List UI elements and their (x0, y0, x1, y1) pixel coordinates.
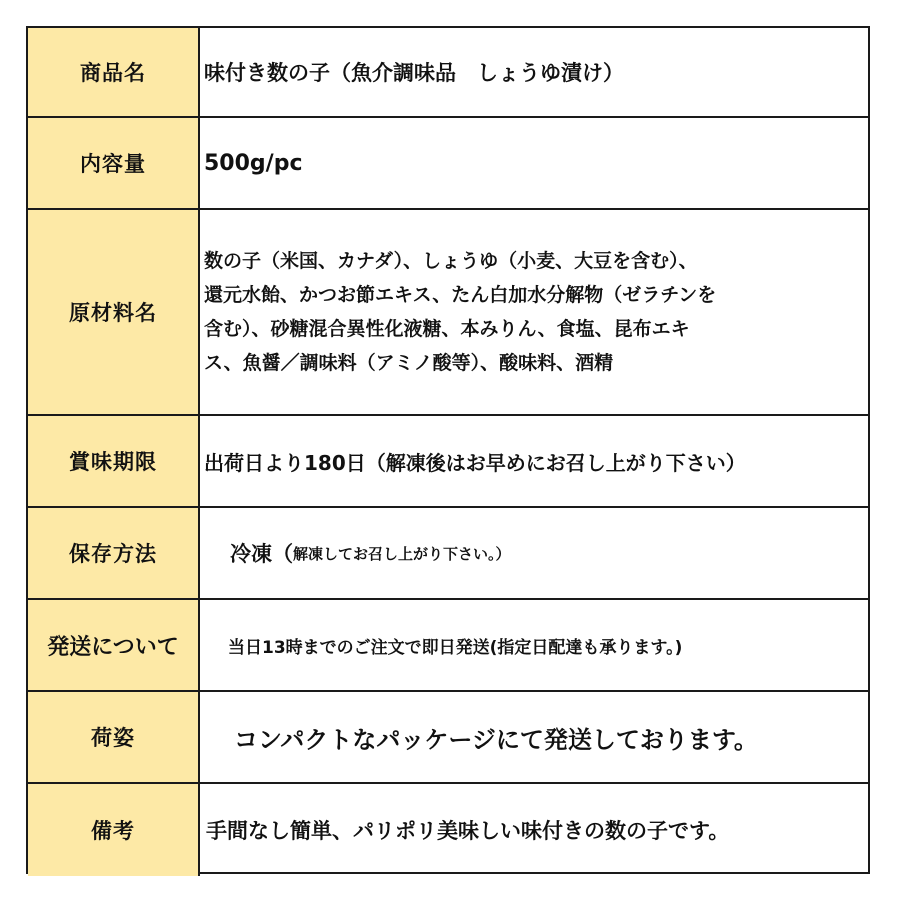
ingredients-line-4: ス、魚醤／調味料（アミノ酸等）、酸味料、酒精 (204, 352, 614, 374)
value-notes: 手間なし簡単、パリポリ美味しい味付きの数の子です。 (206, 819, 730, 843)
label-packaging: 荷姿 (28, 692, 200, 784)
label-best-before: 賞味期限 (28, 416, 200, 508)
label-shipping: 発送について (28, 600, 200, 692)
value-best-before: 出荷日より180日（解凍後はお早めにお召し上がり下さい） (200, 416, 868, 508)
value-contents: 500g/pc (200, 118, 868, 210)
label-storage: 保存方法 (28, 508, 200, 600)
value-storage (200, 508, 868, 600)
value-ingredients (200, 210, 868, 416)
ingredients-line-1: 数の子（米国、カナダ）、しょうゆ（小麦、大豆を含む）、 (204, 250, 698, 272)
storage-note: 解凍してお召し上がり下さい。） (293, 544, 511, 563)
label-product-name: 商品名 (28, 28, 200, 118)
storage-main: 冷凍（ (230, 542, 293, 566)
product-spec-table (26, 26, 870, 874)
value-packaging: コンパクトなパッケージにて発送しております。 (200, 692, 868, 784)
ingredients-line-3: 含む）、砂糖混合異性化液糖、本みりん、食塩、昆布エキ (204, 318, 690, 340)
value-product-name: 味付き数の子（魚介調味品 しょうゆ漬け） (200, 28, 868, 118)
label-notes: 備考 (28, 784, 200, 876)
ingredients-line-2: 還元水飴、かつお節エキス、たん白加水分解物（ゼラチンを (204, 284, 717, 306)
value-shipping: 当日13時までのご注文で即日発送(指定日配達も承ります。) (200, 600, 868, 692)
label-contents: 内容量 (28, 118, 200, 210)
label-ingredients: 原材料名 (28, 210, 200, 416)
